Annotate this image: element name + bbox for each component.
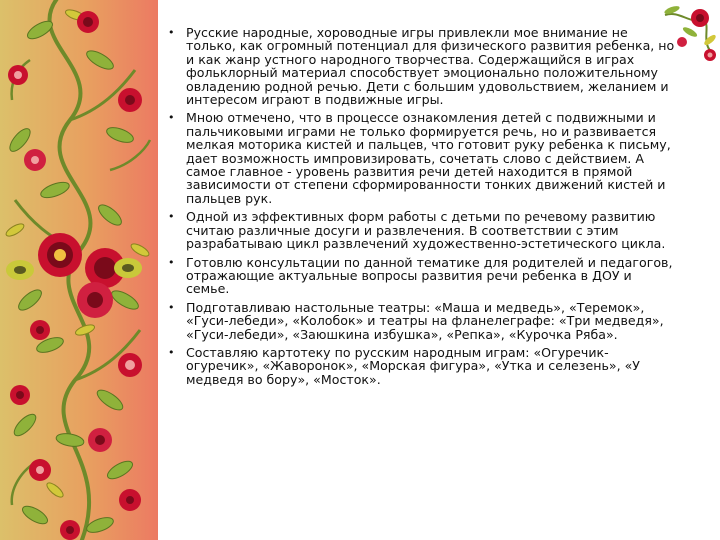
- floral-ornament-icon: [0, 0, 158, 540]
- bullet-icon: •: [168, 210, 175, 224]
- list-item: [168, 26, 676, 106]
- bullet-icon: •: [168, 111, 175, 125]
- list-item-text: Составляю картотеку по русским народным играм: «Огуречик-огуречик», «Жаворонок», «Морская фигура», «Утка и селезень», «У медведя во бору», «Мосток».: [186, 344, 640, 387]
- list-item: [168, 301, 676, 341]
- bullet-icon: •: [168, 255, 175, 269]
- list-item-text: Готовлю консультации по данной тематике для родителей и педагогов, отражающие актуальные вопросы развития речи ребенка в ДОУ и семье.: [186, 254, 673, 297]
- list-item: [168, 256, 676, 296]
- list-item: [168, 111, 676, 205]
- bullet-icon: •: [168, 345, 175, 359]
- list-item-text: Мною отмечено, что в процессе ознакомления детей с подвижными и пальчиковыми играми не только формируется речь, но и развивается мелкая моторика кистей и пальцев, что готовит руку ребенка к письму, дает возможность импровизировать, сочетать слово с действием. А самое главное - уровень развития речи детей находится в прямой зависимости от степени сформированности тонких движений кистей и пальцев рук.: [186, 110, 671, 206]
- bullet-icon: •: [168, 300, 175, 314]
- list-item-text: Подготавливаю настольные театры: «Маша и медведь», «Теремок», «Гуси-лебеди», «Колобок» и театры на фланелеграфе: «Три медведя», «Гуси-лебеди», «Заюшкина избушка», «Репка», «Курочка Ряба».: [186, 299, 664, 342]
- bullet-list: [168, 26, 676, 386]
- list-item: [168, 210, 676, 250]
- bullet-icon: •: [168, 26, 175, 39]
- list-item-text: Одной из эффективных форм работы с детьми по речевому развитию считаю различные досуги и развлечения. В соответствии с этим разрабатываю цикл развлечений художественно-эстетического цикла.: [186, 209, 666, 252]
- list-item: [168, 346, 676, 386]
- list-item-text: Русские народные, хороводные игры привлекли мое внимание не только, как огромный потенциал для физического развития ребенка, но и как жанр устного народного творчества. Содержащийся в играх фольклорный материал способствует эмоционально положительному овладению родной речью. Дети с большим удовольствием, желанием и интересом играют в подвижные игры.: [186, 25, 675, 108]
- slide-content: [168, 26, 676, 391]
- left-floral-border: [0, 0, 158, 540]
